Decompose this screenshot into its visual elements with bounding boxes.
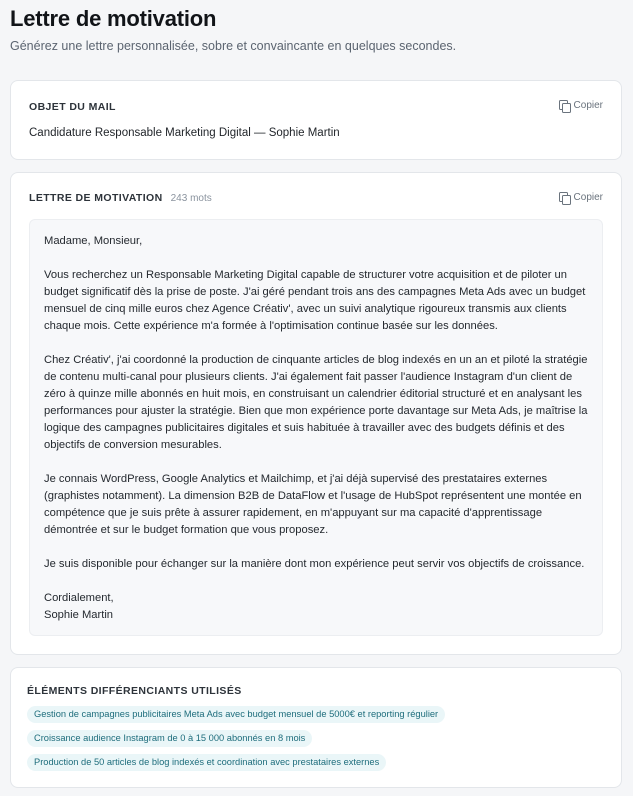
page-title: Lettre de motivation — [10, 6, 217, 31]
differentiators-list — [27, 706, 445, 778]
letter-salutation: Madame, Monsieur, — [44, 235, 143, 247]
copy-letter-label: Copier — [573, 192, 603, 203]
letter-body[interactable] — [29, 219, 603, 636]
differentiator-chip: Gestion de campagnes publicitaires Meta Ads avec budget mensuel de 5000€ et reporting régulier — [27, 706, 445, 723]
letter-paragraph: Vous recherchez un Responsable Marketing Digital capable de structurer votre acquisition et de piloter un budget significatif dès la prise de poste. J'ai géré pendant trois ans des campagnes Meta Ads avec un budget mensuel de cinq mille euros chez Agence Créativ', avec un suivi analytique rigoureux transmis aux clients chaque mois. Cette expérience m'a formée à l'optimisation continue basée sur les données. — [44, 269, 586, 332]
letter-section-title — [29, 192, 212, 204]
copy-letter-button[interactable] — [559, 192, 603, 203]
letter-paragraph: Chez Créativ', j'ai coordonné la production de cinquante articles de blog indexés en un an et piloté la stratégie de contenu multi-canal pour plusieurs clients. J'ai également fait passer l'audience Instagram d'un client de zéro à quinze mille abonnés en huit mois, en construisant un calendrier éditorial structuré et en analysant les performances pour ajuster la stratégie. Bien que mon expérience porte davantage sur Meta Ads, je maîtrise la logique des campagnes publicitaires digitales et suis habituée à travailler avec des budgets définis et des objectifs de conversion mesurables. — [44, 354, 588, 451]
word-count-badge: 243 mots — [170, 193, 212, 204]
differentiators-section-title: ÉLÉMENTS DIFFÉRENCIANTS UTILISÉS — [27, 685, 242, 697]
copy-subject-button[interactable] — [559, 100, 603, 111]
differentiator-chip: Production de 50 articles de blog indexés et coordination avec prestataires externes — [27, 754, 386, 771]
letter-section-label: LETTRE DE MOTIVATION — [29, 192, 163, 204]
letter-signature: Sophie Martin — [44, 609, 114, 621]
copy-subject-label: Copier — [573, 100, 603, 111]
copy-icon — [559, 192, 570, 203]
letter-closing-text: Cordialement, — [44, 592, 114, 604]
page-subtitle: Générez une lettre personnalisée, sobre et convaincante en quelques secondes. — [10, 39, 457, 53]
differentiators-card — [10, 667, 622, 788]
subject-card — [10, 80, 622, 160]
copy-icon — [559, 100, 570, 111]
letter-paragraph: Je suis disponible pour échanger sur la manière dont mon expérience peut servir vos objectifs de croissance. — [44, 558, 585, 570]
differentiator-chip: Croissance audience Instagram de 0 à 15 000 abonnés en 8 mois — [27, 730, 312, 747]
subject-section-title: OBJET DU MAIL — [29, 101, 116, 113]
letter-card — [10, 172, 622, 655]
letter-closing — [44, 590, 588, 624]
letter-paragraph: Je connais WordPress, Google Analytics et Mailchimp, et j'ai déjà supervisé des prestataires externes (graphistes notamment). La dimension B2B de DataFlow et l'usage de HubSpot représentent une montée en compétence que je suis prête à assurer rapidement, en m'appuyant sur ma capacité d'apprentissage démontrée et sur le budget formation que vous proposez. — [44, 473, 582, 536]
subject-value: Candidature Responsable Marketing Digital — Sophie Martin — [29, 127, 340, 139]
